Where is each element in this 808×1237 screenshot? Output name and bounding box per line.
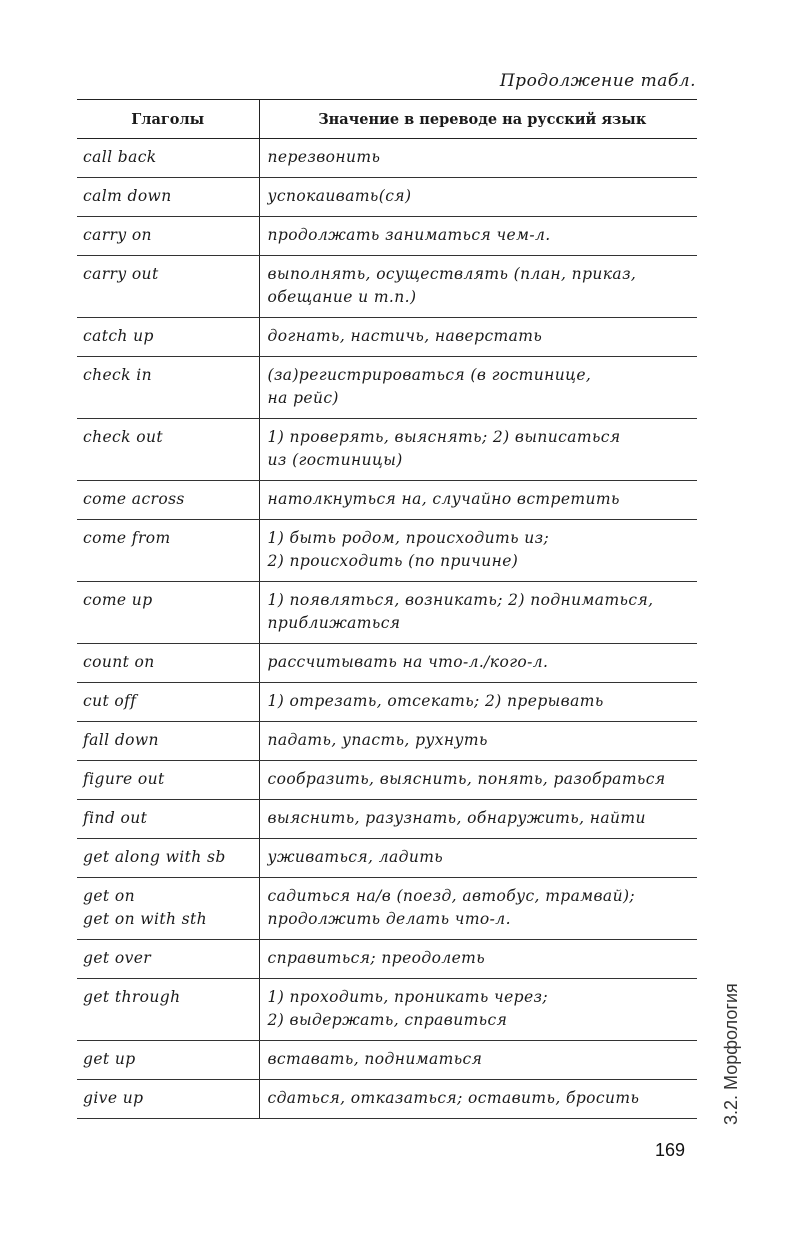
page-number: 169 xyxy=(655,1140,686,1160)
table-row xyxy=(77,722,697,761)
table-row xyxy=(77,979,697,1041)
verb-cell: fall down xyxy=(77,722,259,761)
verb-cell: calm down xyxy=(77,178,259,217)
meaning-cell: натолкнуться на, случайно встретить xyxy=(259,481,697,520)
verb-cell: get over xyxy=(77,940,259,979)
verb-cell: call back xyxy=(77,139,259,178)
meaning-cell: 1) появляться, возникать; 2) подниматься, приближаться xyxy=(259,582,697,644)
meaning-cell: 1) проверять, выяснять; 2) выписаться из (гостиницы) xyxy=(259,419,697,481)
table-row xyxy=(77,419,697,481)
table-row xyxy=(77,1041,697,1080)
meaning-cell: садиться на/в (поезд, автобус, трамвай); продолжить делать что-л. xyxy=(259,878,697,940)
table-row xyxy=(77,318,697,357)
meaning-cell: сдаться, отказаться; оставить, бросить xyxy=(259,1080,697,1119)
table-row xyxy=(77,1080,697,1119)
verb-cell: check out xyxy=(77,419,259,481)
table-row xyxy=(77,761,697,800)
verb-cell: get through xyxy=(77,979,259,1041)
verb-cell: come up xyxy=(77,582,259,644)
table-row xyxy=(77,520,697,582)
verb-cell: cut off xyxy=(77,683,259,722)
verb-cell: carry out xyxy=(77,256,259,318)
verb-cell: get on get on with sth xyxy=(77,878,259,940)
table-row xyxy=(77,178,697,217)
verb-cell: find out xyxy=(77,800,259,839)
verb-cell: get up xyxy=(77,1041,259,1080)
section-side-title: 3.2. Морфология xyxy=(721,983,741,1125)
header-verbs: Глаголы xyxy=(77,100,259,139)
table-row xyxy=(77,481,697,520)
meaning-cell: успокаивать(ся) xyxy=(259,178,697,217)
meaning-cell: 1) отрезать, отсекать; 2) прерывать xyxy=(259,683,697,722)
phrasal-verbs-table xyxy=(77,99,697,1119)
verb-cell: count on xyxy=(77,644,259,683)
verb-cell: come across xyxy=(77,481,259,520)
verb-cell: get along with sb xyxy=(77,839,259,878)
verb-cell: catch up xyxy=(77,318,259,357)
continuation-label: Продолжение табл. xyxy=(499,71,696,91)
table-row xyxy=(77,644,697,683)
table-row xyxy=(77,357,697,419)
meaning-cell: справиться; преодолеть xyxy=(259,940,697,979)
meaning-cell: перезвонить xyxy=(259,139,697,178)
verb-cell: give up xyxy=(77,1080,259,1119)
table-row xyxy=(77,800,697,839)
meaning-cell: продолжать заниматься чем-л. xyxy=(259,217,697,256)
table-header-row xyxy=(77,100,697,139)
meaning-cell: догнать, настичь, наверстать xyxy=(259,318,697,357)
meaning-cell: (за)регистрироваться (в гостинице, на рейс) xyxy=(259,357,697,419)
meaning-cell: сообразить, выяснить, понять, разобраться xyxy=(259,761,697,800)
verb-cell: check in xyxy=(77,357,259,419)
table-row xyxy=(77,839,697,878)
table-row xyxy=(77,256,697,318)
table-row xyxy=(77,139,697,178)
table-row xyxy=(77,217,697,256)
table-row xyxy=(77,582,697,644)
meaning-cell: уживаться, ладить xyxy=(259,839,697,878)
meaning-cell: рассчитывать на что-л./кого-л. xyxy=(259,644,697,683)
verb-cell: carry on xyxy=(77,217,259,256)
verb-cell: come from xyxy=(77,520,259,582)
table-row xyxy=(77,878,697,940)
meaning-cell: 1) проходить, проникать через; 2) выдержать, справиться xyxy=(259,979,697,1041)
verb-cell: figure out xyxy=(77,761,259,800)
meaning-cell: падать, упасть, рухнуть xyxy=(259,722,697,761)
meaning-cell: 1) быть родом, происходить из; 2) происходить (по причине) xyxy=(259,520,697,582)
table-row xyxy=(77,683,697,722)
table-row xyxy=(77,940,697,979)
meaning-cell: вставать, подниматься xyxy=(259,1041,697,1080)
meaning-cell: выяснить, разузнать, обнаружить, найти xyxy=(259,800,697,839)
header-meaning: Значение в переводе на русский язык xyxy=(259,100,697,139)
meaning-cell: выполнять, осуществлять (план, приказ, обещание и т.п.) xyxy=(259,256,697,318)
